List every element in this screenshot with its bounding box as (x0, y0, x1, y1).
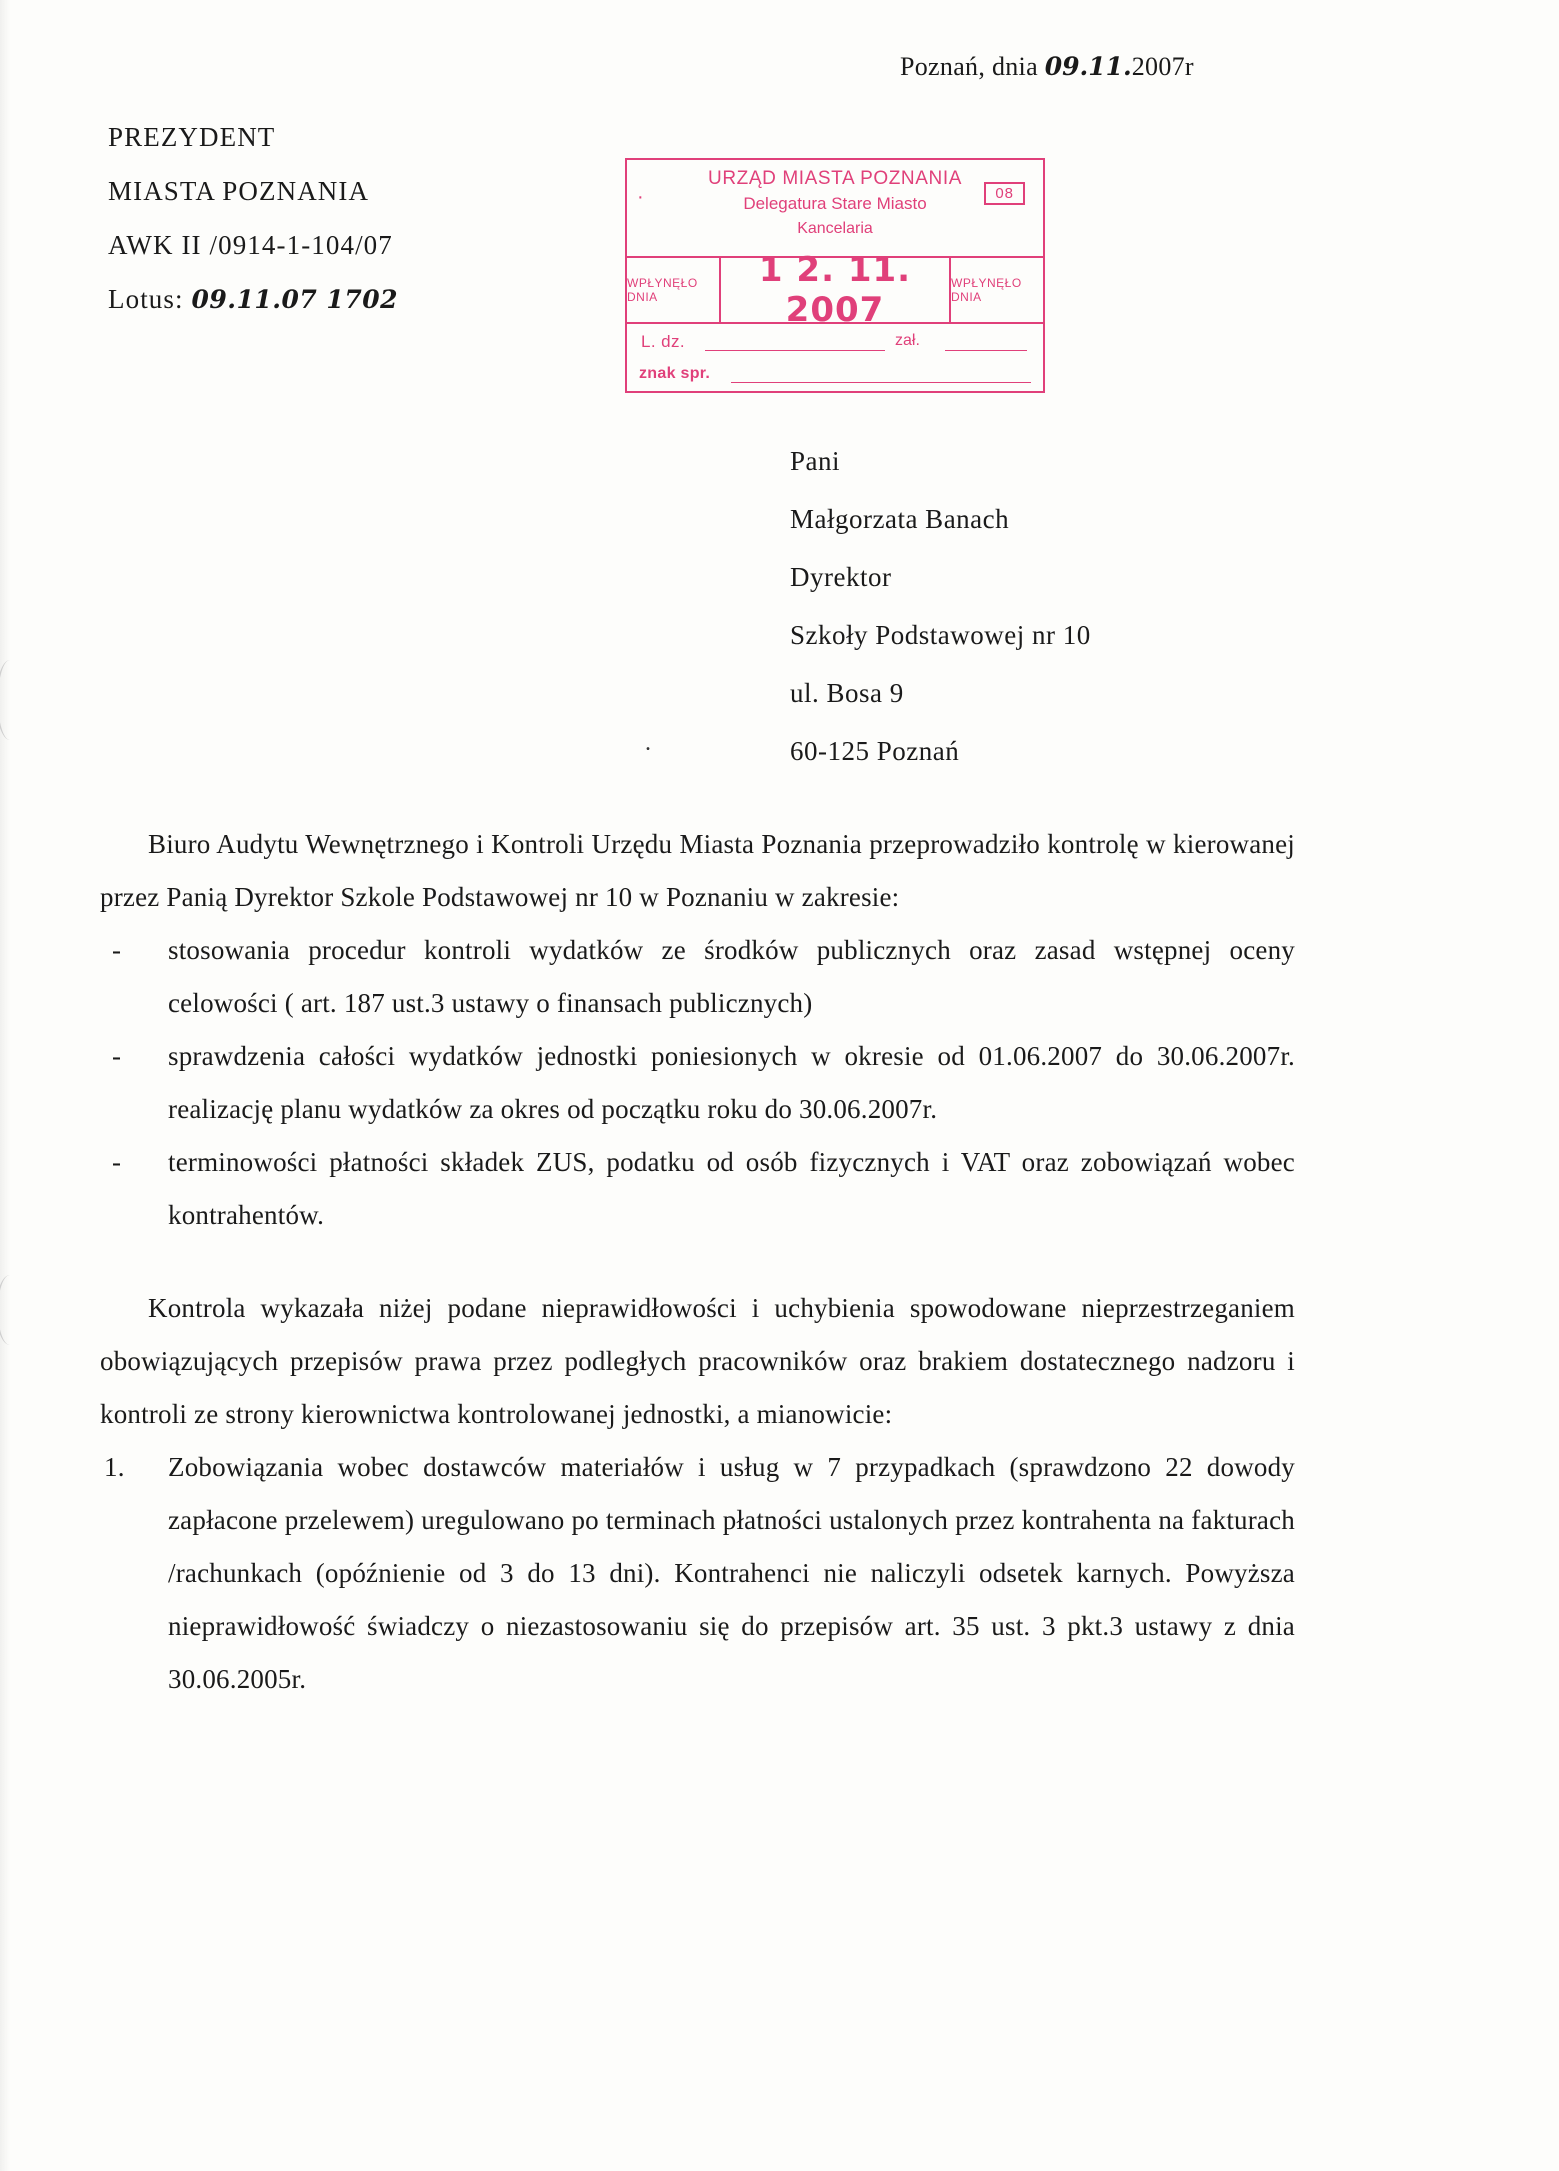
letterhead-lotus (108, 272, 398, 327)
stamp-right-cell: WPŁYNĘŁO DNIA (949, 258, 1043, 322)
scan-artifact-arc (0, 660, 24, 740)
list-marker: - (112, 935, 122, 965)
stamp-znak-label: znak spr. (639, 365, 711, 382)
date-prefix: Poznań, dnia (900, 52, 1045, 81)
document-body (100, 818, 1295, 1706)
body-intro: Biuro Audytu Wewnętrznego i Kontroli Urzędu Miasta Poznania przeprowadziło kontrolę w kierowanej przez Panią Dyrektor Szkole Podstawowej nr 10 w Poznaniu w zakresie: (100, 829, 1295, 912)
list-item (100, 924, 1295, 1030)
letterhead-line-2: MIASTA POZNANIA (108, 176, 370, 206)
list-marker: 1. (104, 1452, 125, 1482)
addressee-line: Małgorzata Banach (790, 504, 1010, 534)
scan-artifact-arc (0, 1275, 24, 1345)
letterhead-reference: AWK II /0914-1-104/07 (108, 230, 393, 260)
lotus-label: Lotus: (108, 284, 192, 314)
reception-stamp (625, 158, 1045, 393)
list-item-text: sprawdzenia całości wydatków jednostki poniesionych w okresie od 01.06.2007 do 30.06.2007r. realizację planu wydatków za okres od początku roku do 30.06.2007r. (168, 1041, 1295, 1124)
stamp-dot-icon: · (637, 186, 644, 208)
date-suffix: 2007r (1131, 52, 1194, 81)
list-item-text: terminowości płatności składek ZUS, podatku od osób fizycznych i VAT oraz zobowiązań wobec kontrahentów. (168, 1147, 1295, 1230)
stamp-date: 1 2. 11. 2007 (758, 250, 912, 330)
stamp-ldz-rule (705, 350, 885, 351)
stray-mark: . (645, 730, 651, 756)
list-item (100, 1136, 1295, 1242)
stamp-subtitle: Delegatura Stare Miasto (743, 194, 927, 213)
stamp-office: Kancelaria (797, 220, 873, 237)
letterhead (108, 110, 398, 327)
list-item-text: stosowania procedur kontroli wydatków ze środków publicznych oraz zasad wstępnej oceny celowości ( art. 187 ust.3 ustawy o finansach publicznych) (168, 935, 1295, 1018)
list-marker: - (112, 1041, 122, 1071)
findings-list (100, 1441, 1295, 1706)
stamp-title: URZĄD MIASTA POZNANIA (708, 168, 962, 189)
addressee-line: Pani (790, 446, 841, 476)
list-item (100, 1030, 1295, 1136)
stamp-date-row (627, 250, 1043, 330)
lotus-value: 09.11.07 1702 (191, 285, 399, 314)
addressee-line: ul. Bosa 9 (790, 678, 904, 708)
stamp-zal-rule (945, 350, 1027, 351)
letterhead-line-1: PREZYDENT (108, 122, 276, 152)
addressee-block (790, 432, 1091, 780)
stamp-header (627, 160, 1043, 241)
list-item-text: Zobowiązania wobec dostawców materiałów i usług w 7 przypadkach (sprawdzono 22 dowody zapłacone przelewem) uregulowano po terminach płatności ustalonych przez kontrahenta na fakturach /rachunkach (opóźnienie od 3 do 13 dni). Kontrahenci nie naliczyli odsetek karnych. Powyższa nieprawidłowość świadczy o niezastosowaniu się do przepisów art. 35 ust. 3 pkt.3 ustawy z dnia 30.06.2005r. (168, 1452, 1295, 1694)
list-item (100, 1441, 1295, 1706)
scope-list (100, 924, 1295, 1242)
list-marker: - (112, 1147, 122, 1177)
stamp-left-cell: WPŁYNĘŁO DNIA (627, 258, 721, 322)
stamp-ldz-label: L. dz. (641, 332, 685, 351)
stamp-zal-label: zał. (895, 332, 920, 349)
date-line (900, 52, 1194, 82)
addressee-line: Szkoły Podstawowej nr 10 (790, 620, 1091, 650)
stamp-znak-rule (731, 382, 1031, 383)
stamp-box-number: 08 (984, 182, 1025, 205)
addressee-line: Dyrektor (790, 562, 892, 592)
date-handwritten: 09.11. (1044, 52, 1132, 81)
findings-intro: Kontrola wykazała niżej podane nieprawidłowości i uchybienia spowodowane nieprzestrzeganiem obowiązujących przepisów prawa przez podległych pracowników oraz brakiem dostatecznego nadzoru i kontroli ze strony kierownictwa kontrolowanej jednostki, a mianowicie: (100, 1293, 1295, 1429)
addressee-line: 60-125 Poznań (790, 736, 960, 766)
scan-edge-shadow (0, 0, 10, 2171)
